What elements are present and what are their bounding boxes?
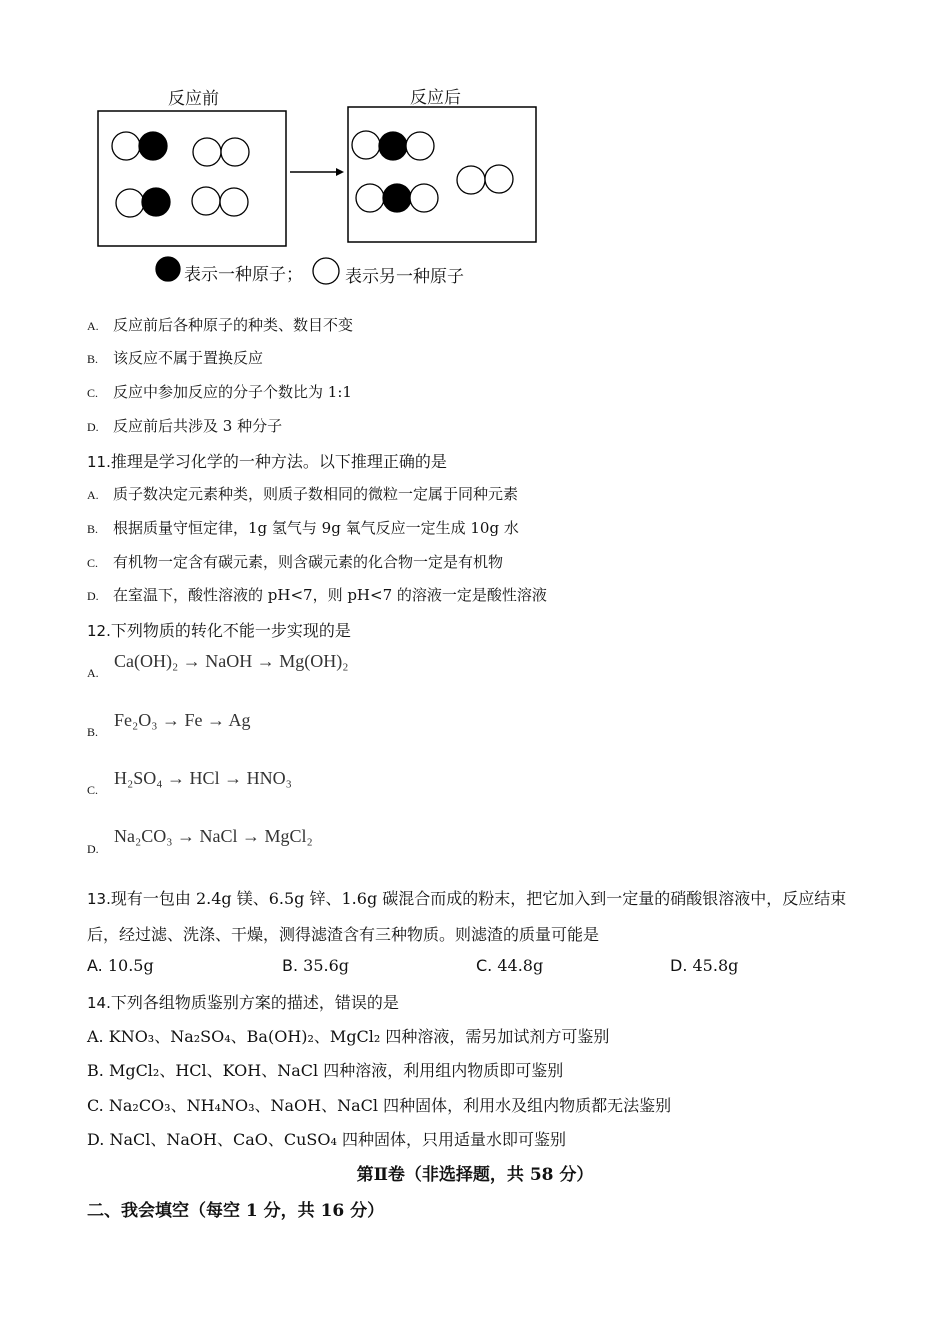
atom-empty — [116, 189, 144, 217]
q10-option-c: C. 反应中参加反应的分子个数比为 1:1 — [87, 383, 352, 401]
legend-empty-text: 表示另一种原子 — [345, 267, 464, 287]
q12-option-a-label: A. — [87, 666, 99, 680]
q12-option-d-formula: Na₂CO₃ → NaCl → MgCl₂ — [114, 826, 313, 846]
q14-option-d: D. NaCl、NaOH、CaO、CuSO₄ 四种固体，只用适量水即可鉴别 — [87, 1130, 566, 1149]
atom-empty — [112, 132, 140, 160]
q13-option-d: D. 45.8g — [670, 956, 739, 975]
atom-empty — [352, 131, 380, 159]
q14-option-b: B. MgCl₂、HCl、KOH、NaCl 四种溶液，利用组内物质即可鉴别 — [87, 1061, 564, 1080]
q12-option-c-formula: H₂SO₄ → HCl → HNO₃ — [114, 768, 292, 788]
q13-option-b: B. 35.6g — [282, 956, 350, 975]
reaction-svg — [90, 100, 550, 290]
legend-filled-text: 表示一种原子； — [184, 265, 303, 285]
atom-empty — [193, 138, 221, 166]
q13-option-c: C. 44.8g — [476, 956, 544, 975]
after-label: 反应后 — [410, 88, 461, 108]
atom-empty — [485, 165, 513, 193]
q14-stem: 14.下列各组物质鉴别方案的描述，错误的是 — [87, 993, 399, 1012]
q12-option-d-label: D. — [87, 842, 99, 856]
q13-option-a: A. 10.5g — [87, 956, 154, 975]
arrow-head — [336, 168, 344, 176]
q12-option-b-formula: Fe₂O₃ → Fe → Ag — [114, 710, 251, 730]
q11-option-a: A. 质子数决定元素种类，则质子数相同的微粒一定属于同种元素 — [87, 485, 519, 503]
q12-option-c-label: C. — [87, 783, 99, 797]
q11-option-c: C. 有机物一定含有碳元素，则含碳元素的化合物一定是有机物 — [87, 553, 504, 571]
atom-empty — [457, 166, 485, 194]
section2-title: 第Ⅱ卷（非选择题，共 58 分） — [356, 1165, 594, 1185]
legend-empty-atom — [313, 258, 339, 284]
q12-option-b-label: B. — [87, 725, 99, 739]
q12-option-a-formula: Ca(OH)₂ → NaOH → Mg(OH)₂ — [114, 651, 349, 671]
q14-option-a: A. KNO₃、Na₂SO₄、Ba(OH)₂、MgCl₂ 四种溶液，需另加试剂方可鉴别 — [87, 1027, 610, 1046]
section2-subtitle: 二、我会填空（每空 1 分，共 16 分） — [87, 1201, 385, 1221]
q10-option-d: D. 反应前后共涉及 3 种分子 — [87, 417, 283, 435]
atom-filled — [379, 132, 407, 160]
q14-option-c: C. Na₂CO₃、NH₄NO₃、NaOH、NaCl 四种固体，利用水及组内物质都无法鉴别 — [87, 1096, 672, 1115]
atom-empty — [410, 184, 438, 212]
atom-empty — [356, 184, 384, 212]
q10-option-a: A. 反应前后各种原子的种类、数目不变 — [87, 316, 354, 334]
q13-stem-line1: 13.现有一包由 2.4g 镁、6.5g 锌、1.6g 碳混合而成的粉末，把它加入到一定量的硝酸银溶液中，反应结束 — [87, 889, 847, 908]
atom-filled — [383, 184, 411, 212]
legend-filled-atom — [156, 257, 180, 281]
atom-filled — [142, 188, 170, 216]
atom-empty — [406, 132, 434, 160]
atom-empty — [221, 138, 249, 166]
atom-empty — [220, 188, 248, 216]
q10-option-b: B. 该反应不属于置换反应 — [87, 349, 264, 367]
before-box — [98, 111, 286, 246]
before-label: 反应前 — [168, 89, 219, 109]
q11-option-d: D. 在室温下，酸性溶液的 pH<7，则 pH<7 的溶液一定是酸性溶液 — [87, 586, 547, 604]
q11-option-b: B. 根据质量守恒定律，1g 氢气与 9g 氧气反应一定生成 10g 水 — [87, 519, 519, 537]
q12-stem: 12.下列物质的转化不能一步实现的是 — [87, 621, 351, 640]
q13-stem-line2: 后，经过滤、洗涤、干燥，测得滤渣含有三种物质。则滤渣的质量可能是 — [87, 925, 600, 944]
q11-stem: 11.推理是学习化学的一种方法。以下推理正确的是 — [87, 452, 447, 471]
atom-empty — [192, 187, 220, 215]
atom-filled — [139, 132, 167, 160]
